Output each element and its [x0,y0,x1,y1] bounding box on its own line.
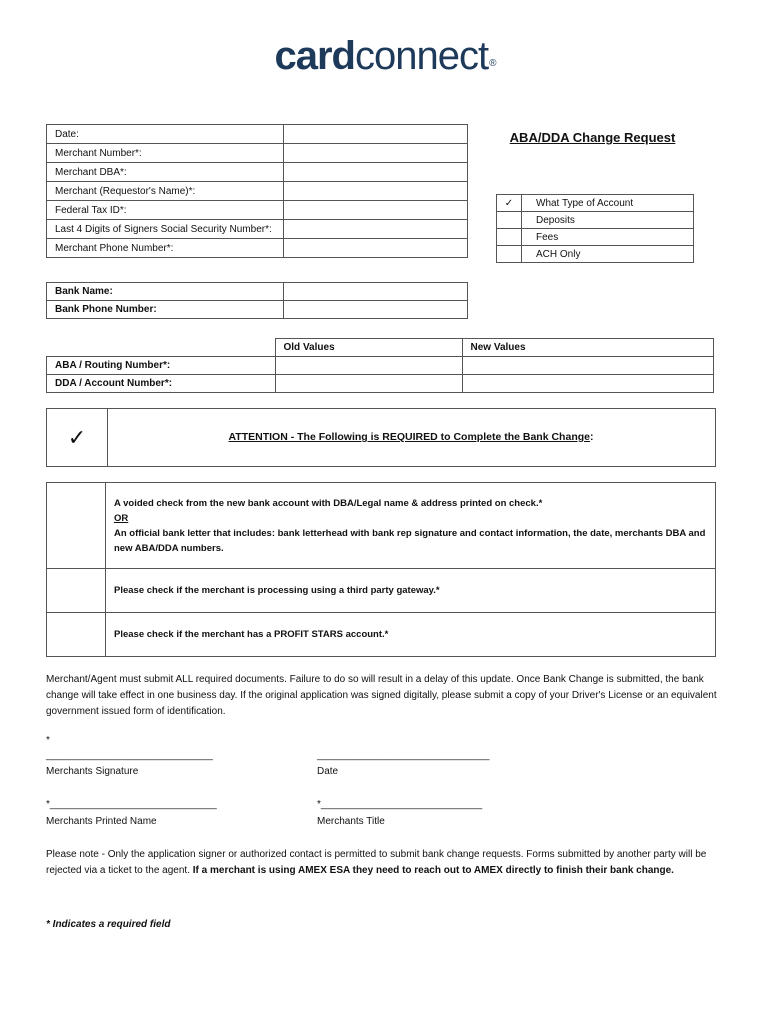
please-note-text: Please note - Only the application signer or authorized contact is permitted to submit bank change requests. Forms submitted by another party will be rejected via a ticket to the agent. [46,849,707,876]
voided-check-checkbox[interactable] [47,483,106,569]
federal-tax-id-field[interactable] [284,201,468,220]
merchant-phone-label: Merchant Phone Number*: [47,239,284,258]
bank-phone-label: Bank Phone Number: [47,301,284,319]
printed-name-line[interactable]: *______________________________ [46,799,217,810]
amex-esa-note: If a merchant is using AMEX ESA they need to reach out to AMEX directly to finish their bank change. [192,865,674,876]
bank-name-label: Bank Name: [47,283,284,301]
cardconnect-logo [0,34,770,79]
profit-stars-checkbox[interactable] [47,613,106,657]
merchant-dba-label: Merchant DBA*: [47,163,284,182]
third-party-gateway-text: Please check if the merchant is processing using a third party gateway.* [106,569,716,613]
voided-check-text: A voided check from the new bank account with DBA/Legal name & address printed on check.* [114,497,543,509]
dda-account-label: DDA / Account Number*: [47,375,276,393]
or-text: OR [114,512,129,524]
requestor-name-label: Merchant (Requestor's Name)*: [47,182,284,201]
please-note [46,847,726,879]
aba-routing-label: ABA / Routing Number*: [47,357,276,375]
values-header-spacer [47,339,276,357]
bank-letter-text: An official bank letter that includes: bank letterhead with bank rep signature and contact information, the date, merchants DBA and new ABA/DDA numbers. [114,527,706,554]
fees-checkbox[interactable] [497,229,522,246]
date-line[interactable]: _______________________________ [317,750,490,761]
required-field-legend: * Indicates a required field [46,919,171,930]
merchant-phone-field[interactable] [284,239,468,258]
voided-check-requirement [106,483,716,569]
submission-notice: Merchant/Agent must submit ALL required documents. Failure to do so will result in a delay of this update. Once Bank Change is submitted, the bank change will take effect in one business day. If the original application was signed digitally, please submit a copy of your Driver's License or an equivalent government issued form of identification. [46,674,717,717]
ach-only-checkbox[interactable] [497,246,522,263]
aba-routing-new-field[interactable] [462,357,714,375]
dda-account-new-field[interactable] [462,375,714,393]
deposits-checkbox[interactable] [497,212,522,229]
attention-heading: ATTENTION - The Following is REQUIRED to Complete the Bank Change [228,431,590,443]
signature-date-label: Date [317,766,339,777]
profit-stars-text: Please check if the merchant has a PROFIT STARS account.* [106,613,716,657]
bank-phone-field[interactable] [284,301,468,319]
aba-routing-old-field[interactable] [275,357,462,375]
attention-check-icon: ✓ [47,409,108,466]
logo-card: card [274,34,355,78]
routing-values-table [46,338,714,393]
merchant-number-field[interactable] [284,144,468,163]
printed-name-label: Merchants Printed Name [46,816,157,827]
third-party-gateway-checkbox[interactable] [47,569,106,613]
attention-text [107,409,715,466]
bank-info-table [46,282,468,319]
fees-label: Fees [522,229,694,246]
dda-account-old-field[interactable] [275,375,462,393]
title-line[interactable]: *_____________________________ [317,799,483,810]
ssn-last4-label: Last 4 Digits of Signers Social Security Number*: [47,220,284,239]
account-type-check-icon: ✓ [497,195,522,212]
signature-line[interactable]: ______________________________ [46,750,213,761]
date-field[interactable] [284,125,468,144]
merchant-dba-field[interactable] [284,163,468,182]
account-type-header: What Type of Account [522,195,694,212]
merchant-info-table [46,124,468,258]
logo-connect: connect [355,34,489,78]
signature-asterisk: * [46,735,50,746]
merchant-title-label: Merchants Title [317,816,385,827]
form-title: ABA/DDA Change Request [509,130,676,145]
requestor-name-field[interactable] [284,182,468,201]
merchant-number-label: Merchant Number*: [47,144,284,163]
attention-colon: : [589,431,594,443]
new-values-header: New Values [462,339,714,357]
account-type-table [496,194,694,263]
attention-box [46,408,716,467]
requirements-table [46,482,716,657]
date-label: Date: [47,125,284,144]
signature-label: Merchants Signature [46,766,139,777]
logo-registered: ® [489,58,496,69]
deposits-label: Deposits [522,212,694,229]
federal-tax-id-label: Federal Tax ID*: [47,201,284,220]
ach-only-label: ACH Only [522,246,694,263]
bank-name-field[interactable] [284,283,468,301]
ssn-last4-field[interactable] [284,220,468,239]
old-values-header: Old Values [275,339,462,357]
